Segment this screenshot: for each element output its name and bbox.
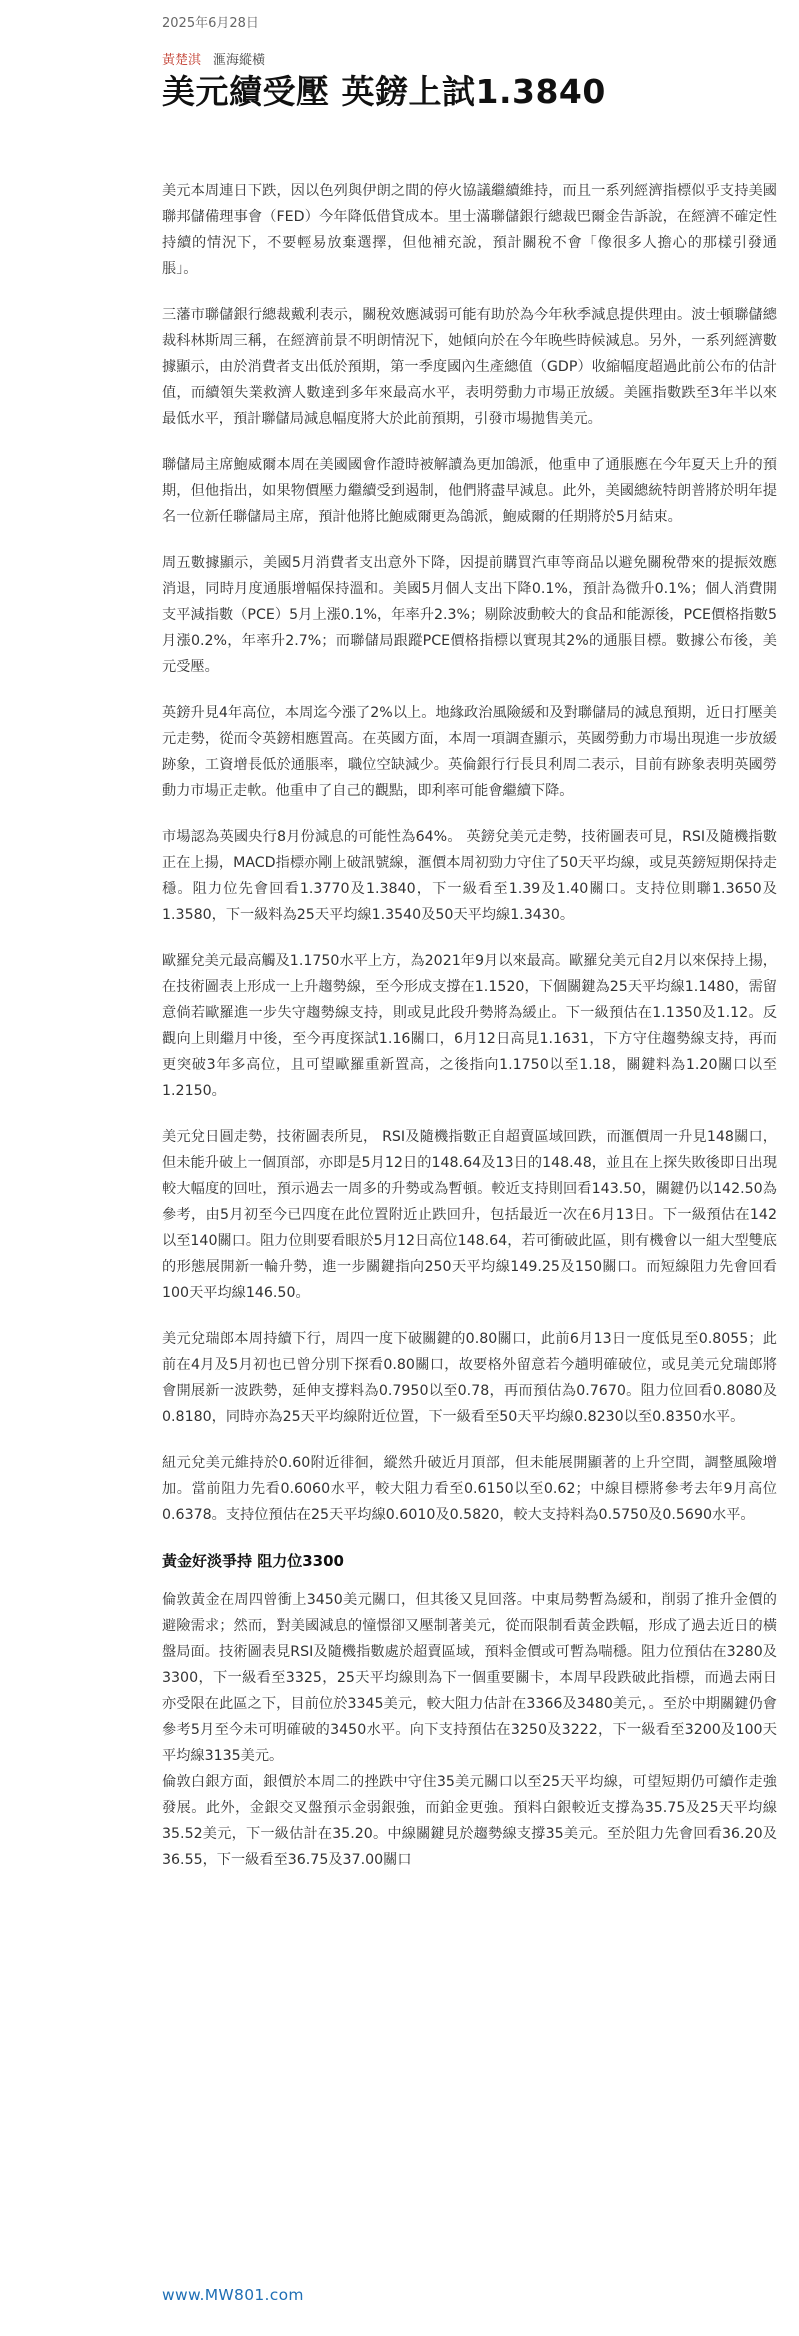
paragraph: 倫敦白銀方面，銀價於本周二的挫跌中守住35美元關口以至25天平均線，可望短期仍可續作走強發展。此外，金銀交叉盤預示金弱銀強，而鉑金更強。預料白銀較近支撐為35.75及25天平均線35.52美元，下一級估計在35.20。中線關鍵見於趨勢線支撐35美元。至於阻力先會回看36.20及36.55，下一級看至36.75及37.00關口 bbox=[162, 1774, 777, 1868]
paragraph: 美元本周連日下跌，因以色列與伊朗之間的停火協議繼續維持，而且一系列經濟指標似乎支持美國聯邦儲備理事會（FED）今年降低借貸成本。里士滿聯儲銀行總裁巴爾金告訴說，在經濟不確定性持續的情況下，不要輕易放棄選擇，但他補充說，預計關稅不會「像很多人擔心的那樣引發通脹」。 bbox=[162, 183, 777, 277]
paragraph: 英鎊升見4年高位，本周迄今漲了2%以上。地緣政治風險緩和及對聯儲局的減息預期，近日打壓美元走勢，從而令英鎊相應置高。在英國方面，本周一項調查顯示，英國勞動力市場出現進一步放緩跡象，工資增長低於通脹率，職位空缺減少。英倫銀行行長貝利周二表示，目前有跡象表明英國勞動力市場正走軟。他重申了自己的觀點，即利率可能會繼續下降。 bbox=[162, 705, 777, 799]
paragraph: 市場認為英國央行8月份減息的可能性為64%。 英鎊兌美元走勢，技術圖表可見，RSI及隨機指數正在上揚，MACD指標亦剛上破訊號線，滙價本周初勁力守住了50天平均線，或見英鎊短期保持走穩。阻力位先會回看1.3770及1.3840，下一級看至1.39及1.40關口。支持位則聯1.3650及1.3580，下一級料為25天平均線1.3540及50天平均線1.3430。 bbox=[162, 829, 777, 923]
paragraph: 三藩市聯儲銀行總裁戴利表示，關稅效應減弱可能有助於為今年秋季減息提供理由。波士頓聯儲總裁科林斯周三稱，在經濟前景不明朗情況下，她傾向於在今年晚些時候減息。另外，一系列經濟數據顯示，由於消費者支出低於預期，第一季度國內生產總值（GDP）收縮幅度超過此前公布的估計值，而續領失業救濟人數達到多年來最高水平，表明勞動力市場正放緩。美匯指數跌至3年半以來最低水平，預計聯儲局減息幅度將大於此前預期，引發市場拋售美元。 bbox=[162, 307, 777, 427]
paragraph: 歐羅兌美元最高觸及1.1750水平上方，為2021年9月以來最高。歐羅兌美元自2月以來保持上揚，在技術圖表上形成一上升趨勢線，至今形成支撐在1.1520，下個關鍵為25天平均線1.1480，需留意倘若歐羅進一步失守趨勢線支持，則或見此段升勢將為緩止。下一級預估在1.1350及1.12。反觀向上則繼月中後，至今再度探試1.16關口，6月12日高見1.1631，下方守住趨勢線支持，再而更突破3年多高位，且可望歐羅重新置高，之後指向1.1750以至1.18，關鍵料為1.20關口以至1.2150。 bbox=[162, 953, 777, 1099]
paragraph: 美元兌日圓走勢，技術圖表所見， RSI及隨機指數正自超賣區域回跌，而滙價周一升見148關口，但未能升破上一個頂部，亦即是5月12日的148.64及13日的148.48，並且在上探失敗後即日出現較大幅度的回吐，預示過去一周多的升勢或為暫頓。較近支持則回看143.50，關鍵仍以142.50為參考，由5月初至今已四度在此位置附近止跌回升，包括最近一次在6月13日。下一級預估在142以至140關口。阻力位則要看眼於5月12日高位148.64，若可衝破此區，則有機會以一組大型雙底的形態展開新一輪升勢，進一步關鍵指向250天平均線149.25及150關口。而短線阻力先會回看100天平均線146.50。 bbox=[162, 1129, 777, 1301]
article-body bbox=[162, 178, 777, 1873]
paragraph: 倫敦黃金在周四曾衝上3450美元關口，但其後又見回落。中東局勢暫為緩和，削弱了推升金價的避險需求；然而，對美國減息的憧憬卻又壓制著美元，從而限制看黃金跌幅，形成了過去近日的橫盤局面。技術圖表見RSI及隨機指數處於超賣區域，預料金價或可暫為喘穩。阻力位預估在3280及3300，下一級看至3325，25天平均線則為下一個重要關卡，本周早段跌破此指標，而過去兩日亦受限在此區之下，目前位於3345美元，較大阻力估計在3366及3480美元，。至於中期關鍵仍會參考5月至今未可明確破的3450水平。向下支持預估在3250及3222，下一級看至3200及100天平均線3135美元。 bbox=[162, 1592, 777, 1764]
footer-site-link[interactable]: www.MW801.com bbox=[162, 2286, 304, 2304]
paragraph: 紐元兌美元維持於0.60附近徘徊，縱然升破近月頂部，但未能展開顯著的上升空間，調整風險增加。當前阻力先看0.6060水平，較大阻力看至0.6150以至0.62；中線目標將參考去年9月高位0.6378。支持位預估在25天平均線0.6010及0.5820，較大支持料為0.5750及0.5690水平。 bbox=[162, 1455, 777, 1523]
paragraph: 周五數據顯示，美國5月消費者支出意外下降，因提前購買汽車等商品以避免關稅帶來的提振效應消退，同時月度通脹增幅保持溫和。美國5月個人支出下降0.1%，預計為微升0.1%；個人消費開支平減指數（PCE）5月上漲0.1%，年率升2.3%；剔除波動較大的食品和能源後，PCE價格指數5月漲0.2%，年率升2.7%；而聯儲局跟蹤PCE價格指標以實現其2%的通脹目標。數據公布後，美元受壓。 bbox=[162, 555, 777, 675]
section-heading-gold: 黃金好淡爭持 阻力位3300 bbox=[162, 1552, 344, 1570]
article-title: 美元續受壓 英鎊上試1.3840 bbox=[162, 72, 606, 111]
article-date: 2025年6月28日 bbox=[162, 16, 259, 31]
paragraph: 聯儲局主席鮑威爾本周在美國國會作證時被解讀為更加鴿派，他重申了通脹應在今年夏天上升的預期，但他指出，如果物價壓力繼續受到遏制，他們將盡早減息。此外，美國總統特朗普將於明年提名一位新任聯儲局主席，預計他將比鮑威爾更為鴿派，鮑威爾的任期將於5月結束。 bbox=[162, 457, 777, 525]
author-link[interactable]: 黃楚淇 bbox=[162, 53, 202, 68]
source-name: 滙海縱橫 bbox=[213, 53, 266, 68]
paragraph: 美元兌瑞郎本周持續下行，周四一度下破關鍵的0.80關口，此前6月13日一度低見至0.8055；此前在4月及5月初也已曾分別下探看0.80關口，故要格外留意若今趟明確破位，或見美元兌瑞郎將會開展新一波跌勢，延伸支撐料為0.7950以至0.78，再而預估為0.7670。阻力位回看0.8080及0.8180，同時亦為25天平均線附近位置，下一級看至50天平均線0.8230以至0.8350水平。 bbox=[162, 1331, 777, 1425]
